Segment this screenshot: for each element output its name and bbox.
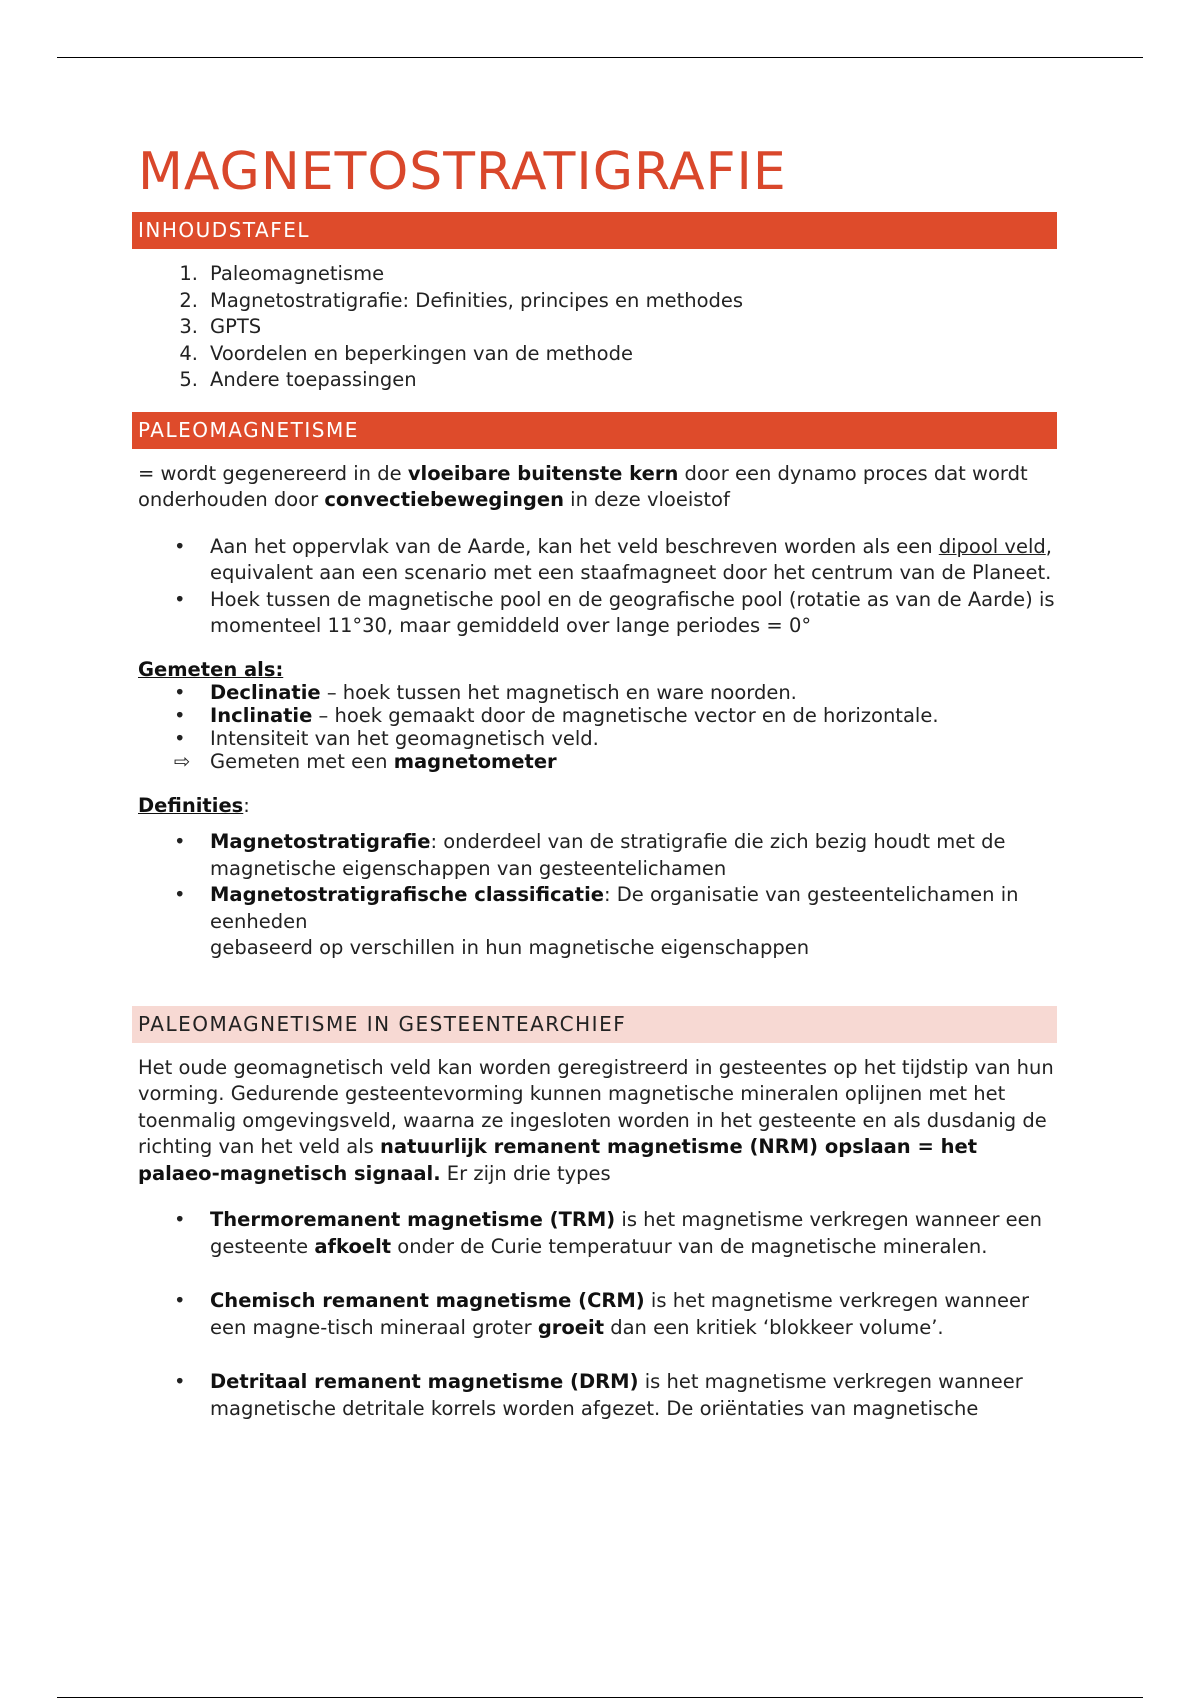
definitions-list	[138, 829, 1063, 962]
arrow-icon: ⇨	[174, 749, 191, 773]
bottom-rule	[57, 1697, 1143, 1698]
list-item: • Thermoremanent magnetisme (TRM) is het magnetisme verkregen wanneer een gesteente afkoelt onder de Curie temperatuur van de magnetische mineralen.	[174, 1208, 1043, 1258]
document-title: MAGNETOSTRATIGRAFIE	[138, 142, 787, 202]
measured-label: Gemeten als:	[138, 657, 284, 681]
archive-intro: Het oude geomagnetisch veld kan worden geregistreerd in gesteentes op het tijdstip van hun vorming. Gedurende gesteentevorming kunnen magnetische mineralen oplijnen met het toenmalig omgevingsveld, waarna ze ingesloten worden in het gesteente en als dusdanig de richting van het veld als natuurlijk remanent magnetisme (NRM) opslaan = het palaeo-magnetisch signaal. Er zijn drie types	[138, 1055, 1054, 1185]
table-of-contents	[138, 261, 1063, 394]
archive-heading: PALEOMAGNETISME IN GESTEENTEARCHIEF	[132, 1006, 1057, 1043]
paleo-bullets	[138, 534, 1063, 640]
top-rule	[57, 57, 1143, 58]
list-item: ⇨ Gemeten met een magnetometer	[174, 749, 557, 773]
list-item: • Aan het oppervlak van de Aarde, kan het veld beschreven worden als een dipool veld, equivalent aan een scenario met een staafmagneet door het centrum van de Planeet.	[174, 534, 1052, 584]
list-item: • Magnetostratigrafische classificatie: De organisatie van gesteentelichamen in eenheden gebaseerd op verschillen in hun magnetische eigenschappen	[174, 883, 1019, 959]
magnetism-types	[138, 1207, 1063, 1422]
toc-item: 2. Magnetostratigrafie: Definities, principes en methodes	[179, 288, 744, 312]
document-body	[138, 140, 1063, 1422]
measured-list	[138, 681, 1063, 773]
toc-heading: INHOUDSTAFEL	[132, 212, 1057, 249]
list-item: • Chemisch remanent magnetisme (CRM) is het magnetisme verkregen wanneer een magne-tisch mineraal groter groeit dan een kritiek ‘blokkeer volume’.	[174, 1289, 1029, 1339]
toc-item: 3. GPTS	[179, 315, 262, 338]
list-item: • Declinatie – hoek tussen het magnetisch en ware noorden.	[174, 680, 797, 704]
list-item: • Inclinatie – hoek gemaakt door de magnetische vector en de horizontale.	[174, 703, 939, 727]
list-item: • Hoek tussen de magnetische pool en de geografische pool (rotatie as van de Aarde) is momenteel 11°30, maar gemiddeld over lange periodes = 0°	[174, 587, 1055, 637]
definitions-label: Definities:	[138, 793, 250, 817]
toc-item: 5. Andere toepassingen	[179, 368, 417, 391]
list-item: • Detritaal remanent magnetisme (DRM) is het magnetisme verkregen wanneer magnetische detritale korrels worden afgezet. De oriëntaties van magnetische	[174, 1370, 1023, 1420]
paleomagnetisme-heading: PALEOMAGNETISME	[132, 412, 1057, 449]
toc-item: 4. Voordelen en beperkingen van de methode	[179, 341, 633, 365]
list-item: • Magnetostratigrafie: onderdeel van de stratigrafie die zich bezig houdt met de magnetische eigenschappen van gesteentelichamen	[174, 830, 1006, 880]
list-item: • Intensiteit van het geomagnetisch veld.	[174, 726, 599, 750]
paleo-intro: = wordt gegenereerd in de vloeibare buitenste kern door een dynamo proces dat wordt onderhouden door convectiebewegingen in deze vloeistof	[138, 461, 1028, 511]
toc-item: 1. Paleomagnetisme	[179, 262, 385, 285]
